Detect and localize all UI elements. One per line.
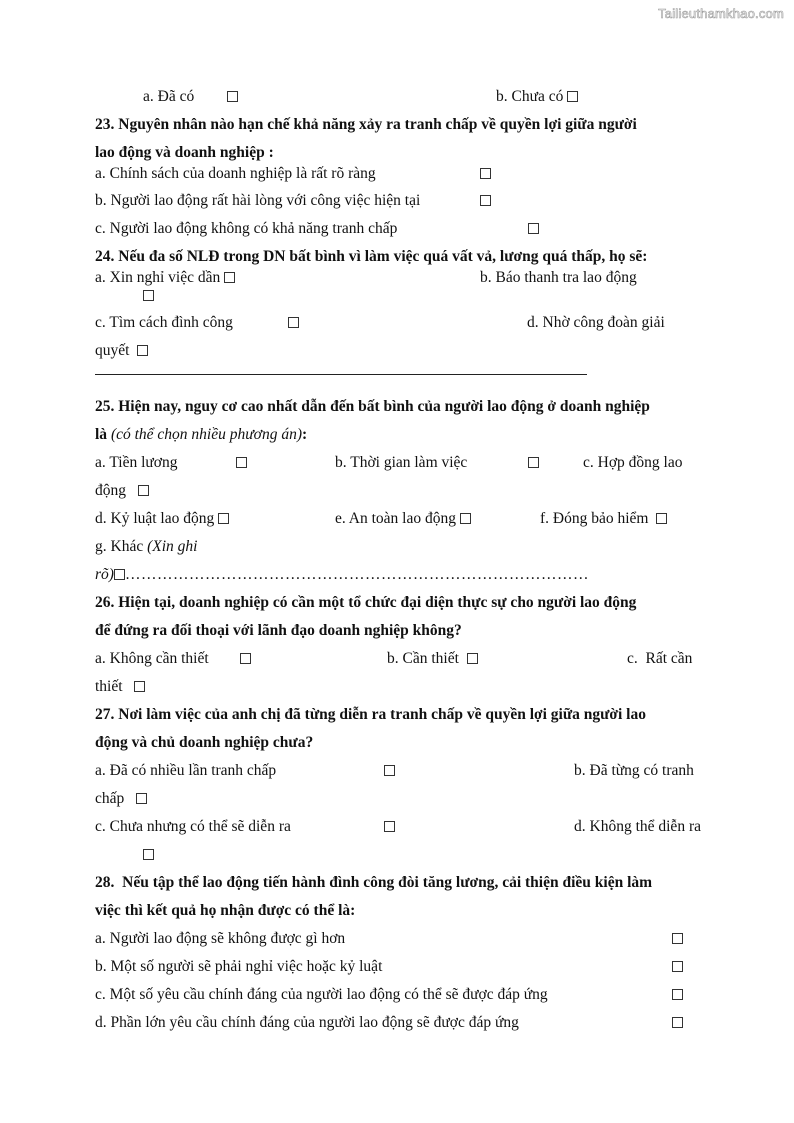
q25-option-g-label: g. Khác bbox=[95, 538, 144, 555]
q25-option-g-italic1: (Xin ghi bbox=[147, 538, 198, 555]
q28-option-d-label: d. Phần lớn yêu cầu chính đáng của người lao động sẽ được đáp ứng bbox=[95, 1014, 519, 1031]
q25-option-g-line2 bbox=[95, 566, 589, 584]
q24-option-a bbox=[95, 269, 235, 287]
q22-option-a-label: a. Đã có bbox=[143, 88, 195, 105]
q27-option-b bbox=[95, 790, 147, 808]
q27-title-line1: 27. Nơi làm việc của anh chị đã từng diễn ra tranh chấp về quyền lợi giữa người lao bbox=[95, 706, 646, 723]
section-divider bbox=[95, 374, 587, 375]
q26-option-c-label-line2: thiết bbox=[95, 678, 123, 695]
q22-option-b bbox=[496, 88, 578, 106]
q26-option-c-checkbox[interactable] bbox=[134, 681, 145, 692]
q24-option-c-checkbox[interactable] bbox=[288, 317, 299, 328]
q28-option-b-checkbox[interactable] bbox=[672, 961, 683, 972]
q24-option-a-checkbox[interactable] bbox=[224, 272, 235, 283]
q26-option-a-label: a. Không cần thiết bbox=[95, 650, 209, 667]
q24-option-c-label: c. Tìm cách đình công bbox=[95, 314, 233, 331]
q23-option-b-checkbox[interactable] bbox=[480, 195, 491, 206]
q26-option-a-checkbox[interactable] bbox=[240, 653, 251, 664]
q26-option-c bbox=[95, 678, 145, 696]
q28-option-c-checkbox[interactable] bbox=[672, 989, 683, 1000]
q27-option-b-label-line1: b. Đã từng có tranh bbox=[574, 762, 694, 779]
q27-option-b-checkbox[interactable] bbox=[136, 793, 147, 804]
q23-option-a-label: a. Chính sách của doanh nghiệp là rất rõ ràng bbox=[95, 165, 376, 182]
q24-option-b-label: b. Báo thanh tra lao động bbox=[480, 269, 637, 286]
q23-title-line1: 23. Nguyên nhân nào hạn chế khả năng xảy ra tranh chấp về quyền lợi giữa người bbox=[95, 116, 637, 133]
q23-option-b-label: b. Người lao động rất hài lòng với công việc hiện tại bbox=[95, 192, 421, 209]
q25-option-e-checkbox[interactable] bbox=[460, 513, 471, 524]
q25-title-colon: : bbox=[302, 426, 308, 443]
q25-option-f-label: f. Đóng bảo hiểm bbox=[540, 510, 649, 527]
q25-option-c-checkbox[interactable] bbox=[138, 485, 149, 496]
q28-option-d-checkbox[interactable] bbox=[672, 1017, 683, 1028]
q23-option-c-label: c. Người lao động không có khả năng tranh chấp bbox=[95, 220, 398, 237]
q25-option-f bbox=[540, 510, 667, 528]
q25-title-bold: là bbox=[95, 426, 108, 443]
q25-option-e bbox=[335, 510, 471, 528]
q25-option-c-label-line1: c. Hợp đồng lao bbox=[583, 454, 683, 471]
q25-title-line2 bbox=[95, 426, 307, 444]
q24-option-d-label-line2: quyết bbox=[95, 342, 130, 359]
q23-option-c-checkbox[interactable] bbox=[528, 223, 539, 234]
q25-option-a-label: a. Tiền lương bbox=[95, 454, 178, 471]
q28-title-line2: việc thì kết quả họ nhận được có thể là: bbox=[95, 902, 356, 919]
q25-option-g-fill-in[interactable]: …………………………………………………………………………… bbox=[124, 566, 589, 583]
q27-option-d-label: d. Không thể diễn ra bbox=[574, 818, 701, 835]
q24-title: 24. Nếu đa số NLĐ trong DN bất bình vì làm việc quá vất vả, lương quá thấp, họ sẽ: bbox=[95, 248, 648, 265]
q26-option-b bbox=[387, 650, 478, 668]
q26-option-c-label-line1: c. Rất cần bbox=[627, 650, 693, 667]
q25-option-f-checkbox[interactable] bbox=[656, 513, 667, 524]
q26-title-line1: 26. Hiện tại, doanh nghiệp có cần một tổ chức đại diện thực sự cho người lao động bbox=[95, 594, 637, 611]
q25-option-a-checkbox[interactable] bbox=[236, 457, 247, 468]
q28-option-a-label: a. Người lao động sẽ không được gì hơn bbox=[95, 930, 346, 947]
q27-option-b-label-line2: chấp bbox=[95, 790, 125, 807]
q25-option-g-checkbox[interactable] bbox=[114, 569, 125, 580]
q25-option-d-label: d. Kỷ luật lao động bbox=[95, 510, 215, 527]
q27-option-d-checkbox[interactable] bbox=[143, 849, 154, 860]
q27-option-a-label: a. Đã có nhiều lần tranh chấp bbox=[95, 762, 277, 779]
q24-option-a-label: a. Xin nghỉ việc dần bbox=[95, 269, 221, 286]
q25-option-d bbox=[95, 510, 229, 528]
q28-option-b-label: b. Một số người sẽ phải nghỉ việc hoặc kỷ luật bbox=[95, 958, 383, 975]
q25-option-g-italic2: rõ) bbox=[95, 566, 114, 583]
q22-option-a bbox=[143, 88, 194, 106]
q25-option-b-checkbox[interactable] bbox=[528, 457, 539, 468]
watermark: Tailieuthamkhao.com bbox=[658, 6, 784, 21]
q23-title-line2: lao động và doanh nghiệp : bbox=[95, 144, 274, 161]
q24-option-b-checkbox[interactable] bbox=[143, 290, 154, 301]
q28-option-c-label: c. Một số yêu cầu chính đáng của người lao động có thể sẽ được đáp ứng bbox=[95, 986, 548, 1003]
q24-option-d bbox=[95, 342, 148, 360]
q25-option-c bbox=[95, 482, 149, 500]
q27-option-c-checkbox[interactable] bbox=[384, 821, 395, 832]
q25-title-italic: (có thể chọn nhiều phương án) bbox=[110, 426, 302, 443]
q23-option-a-checkbox[interactable] bbox=[480, 168, 491, 179]
q22-option-b-label: b. Chưa có bbox=[496, 88, 564, 105]
q28-title-line1: 28. Nếu tập thể lao động tiến hành đình công đòi tăng lương, cải thiện điều kiện làm bbox=[95, 874, 653, 891]
q26-title-line2: để đứng ra đối thoại với lãnh đạo doanh nghiệp không? bbox=[95, 622, 462, 639]
q24-option-d-checkbox[interactable] bbox=[137, 345, 148, 356]
q24-option-d-label-line1: d. Nhờ công đoàn giải bbox=[527, 314, 665, 331]
q27-option-a-checkbox[interactable] bbox=[384, 765, 395, 776]
q27-title-line2: động và chủ doanh nghiệp chưa? bbox=[95, 734, 314, 751]
q26-option-b-checkbox[interactable] bbox=[467, 653, 478, 664]
q27-option-c-label: c. Chưa nhưng có thể sẽ diễn ra bbox=[95, 818, 291, 835]
q22-option-b-checkbox[interactable] bbox=[567, 91, 578, 102]
q22-option-a-checkbox[interactable] bbox=[227, 91, 238, 102]
q25-option-c-label-line2: động bbox=[95, 482, 126, 499]
q25-option-g-line1 bbox=[95, 538, 197, 556]
q28-option-a-checkbox[interactable] bbox=[672, 933, 683, 944]
q25-option-d-checkbox[interactable] bbox=[218, 513, 229, 524]
q25-option-e-label: e. An toàn lao động bbox=[335, 510, 456, 527]
q25-title-line1: 25. Hiện nay, nguy cơ cao nhất dẫn đến bất bình của người lao động ở doanh nghiệp bbox=[95, 398, 650, 415]
q25-option-b-label: b. Thời gian làm việc bbox=[335, 454, 468, 471]
q26-option-b-label: b. Cần thiết bbox=[387, 650, 459, 667]
